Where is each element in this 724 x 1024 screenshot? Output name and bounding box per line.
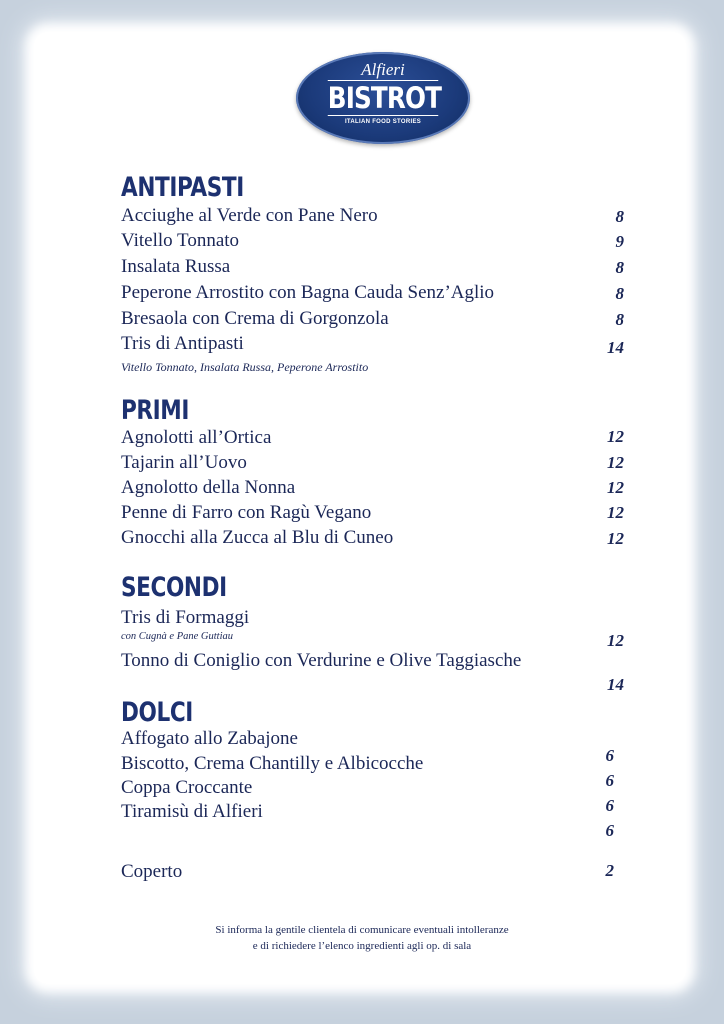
menu-item: Tonno di Coniglio con Verdurine e Olive Taggiasche <box>121 650 522 671</box>
menu-item: Agnolotto della Nonna <box>121 477 296 498</box>
menu-item: Acciughe al Verde con Pane Nero <box>121 205 378 226</box>
bistrot-logo <box>296 52 470 144</box>
menu-item-price: 8 <box>615 258 624 277</box>
menu-item-price: 12 <box>607 478 624 497</box>
menu-item-price: 8 <box>615 310 624 329</box>
section-title-dolci: DOLCI <box>121 697 193 728</box>
menu-item: Bresaola con Crema di Gorgonzola <box>121 308 389 329</box>
menu-item: Insalata Russa <box>121 256 231 277</box>
coperto-price: 2 <box>605 861 614 880</box>
menu-item: Penne di Farro con Ragù Vegano <box>121 502 372 523</box>
menu-item-price: 14 <box>607 338 624 357</box>
menu-item-price: 14 <box>607 675 624 694</box>
menu-item-description: Vitello Tonnato, Insalata Russa, Peperone Arrostito <box>121 360 369 374</box>
menu-item-price: 6 <box>605 796 614 815</box>
menu-item: Tiramisù di Alfieri <box>121 801 263 822</box>
section-title-antipasti: ANTIPASTI <box>121 172 244 203</box>
menu-item-description: con Cugnà e Pane Guttiau <box>121 631 233 642</box>
section-title-secondi: SECONDI <box>121 572 227 603</box>
menu-item-price: 12 <box>607 529 624 548</box>
menu-item-price: 9 <box>615 232 624 251</box>
menu-item: Biscotto, Crema Chantilly e Albicocche <box>121 753 424 774</box>
logo-tagline: ITALIAN FOOD STORIES <box>344 119 422 125</box>
menu-item: Coppa Croccante <box>121 777 253 798</box>
allergen-notice-line2: e di richiedere l’elenco ingredienti agli op. di sala <box>252 940 472 952</box>
coperto-label: Coperto <box>121 861 183 882</box>
menu-item: Peperone Arrostito con Bagna Cauda Senz’Aglio <box>121 282 495 303</box>
logo-brand: BISTROT <box>327 81 442 115</box>
menu-item-price: 12 <box>607 631 624 650</box>
menu-item-price: 12 <box>607 453 624 472</box>
menu-item-price: 6 <box>605 821 614 840</box>
logo-script: Alfieri <box>361 60 405 79</box>
menu-item-price: 6 <box>605 771 614 790</box>
menu-item-price: 8 <box>615 284 624 303</box>
menu-item: Tris di Antipasti <box>121 333 244 354</box>
menu-item: Tris di Formaggi <box>121 607 250 628</box>
menu-item: Gnocchi alla Zucca al Blu di Cuneo <box>121 527 394 548</box>
section-title-primi: PRIMI <box>121 395 190 426</box>
menu-item-price: 8 <box>615 207 624 226</box>
menu-item-price: 6 <box>605 746 614 765</box>
allergen-notice-line1: Si informa la gentile clientela di comunicare eventuali intolleranze <box>215 924 509 936</box>
allergen-notice <box>0 922 724 954</box>
menu-item: Tajarin all’Uovo <box>121 452 247 473</box>
menu-item-price: 12 <box>607 427 624 446</box>
menu-item: Vitello Tonnato <box>121 230 240 251</box>
menu-item: Affogato allo Zabajone <box>121 728 298 749</box>
menu-item-price: 12 <box>607 503 624 522</box>
menu-item: Agnolotti all’Ortica <box>121 427 272 448</box>
